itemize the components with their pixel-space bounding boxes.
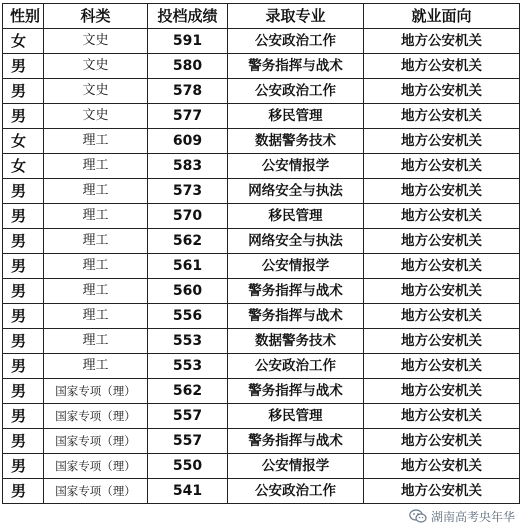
header-employment: 就业面向 bbox=[364, 4, 520, 29]
cell-score: 553 bbox=[148, 354, 228, 379]
cell-category: 理工 bbox=[44, 329, 148, 354]
cell-score: 562 bbox=[148, 379, 228, 404]
cell-category: 国家专项（理） bbox=[44, 454, 148, 479]
header-gender: 性别 bbox=[3, 4, 44, 29]
cell-major: 警务指挥与战术 bbox=[228, 54, 364, 79]
cell-gender: 男 bbox=[3, 479, 44, 504]
cell-employment: 地方公安机关 bbox=[364, 79, 520, 104]
cell-gender: 男 bbox=[3, 104, 44, 129]
cell-gender: 男 bbox=[3, 254, 44, 279]
cell-score: 580 bbox=[148, 54, 228, 79]
cell-score: 577 bbox=[148, 104, 228, 129]
cell-gender: 男 bbox=[3, 179, 44, 204]
cell-gender: 女 bbox=[3, 154, 44, 179]
table-row bbox=[3, 454, 520, 479]
cell-score: 583 bbox=[148, 154, 228, 179]
cell-employment: 地方公安机关 bbox=[364, 179, 520, 204]
cell-employment: 地方公安机关 bbox=[364, 454, 520, 479]
cell-category: 理工 bbox=[44, 279, 148, 304]
header-major: 录取专业 bbox=[228, 4, 364, 29]
cell-gender: 男 bbox=[3, 304, 44, 329]
wechat-icon bbox=[409, 509, 427, 524]
cell-score: 561 bbox=[148, 254, 228, 279]
cell-major: 公安政治工作 bbox=[228, 29, 364, 54]
cell-employment: 地方公安机关 bbox=[364, 29, 520, 54]
cell-gender: 男 bbox=[3, 204, 44, 229]
cell-gender: 男 bbox=[3, 229, 44, 254]
cell-category: 理工 bbox=[44, 354, 148, 379]
cell-major: 公安情报学 bbox=[228, 154, 364, 179]
watermark-text: 湖南高考央年华 bbox=[430, 510, 515, 524]
cell-gender: 男 bbox=[3, 454, 44, 479]
table-row bbox=[3, 204, 520, 229]
cell-employment: 地方公安机关 bbox=[364, 229, 520, 254]
cell-major: 公安情报学 bbox=[228, 254, 364, 279]
cell-category: 文史 bbox=[44, 79, 148, 104]
cell-gender: 男 bbox=[3, 79, 44, 104]
table-row bbox=[3, 379, 520, 404]
table-row bbox=[3, 479, 520, 504]
cell-major: 公安政治工作 bbox=[228, 79, 364, 104]
cell-major: 移民管理 bbox=[228, 104, 364, 129]
cell-category: 文史 bbox=[44, 54, 148, 79]
cell-employment: 地方公安机关 bbox=[364, 479, 520, 504]
cell-employment: 地方公安机关 bbox=[364, 304, 520, 329]
cell-category: 理工 bbox=[44, 254, 148, 279]
cell-category: 文史 bbox=[44, 29, 148, 54]
table-row bbox=[3, 429, 520, 454]
table-row bbox=[3, 54, 520, 79]
cell-major: 公安政治工作 bbox=[228, 354, 364, 379]
cell-category: 理工 bbox=[44, 304, 148, 329]
cell-employment: 地方公安机关 bbox=[364, 354, 520, 379]
table-row bbox=[3, 329, 520, 354]
cell-score: 562 bbox=[148, 229, 228, 254]
table-row bbox=[3, 404, 520, 429]
table-row bbox=[3, 279, 520, 304]
cell-employment: 地方公安机关 bbox=[364, 279, 520, 304]
cell-major: 警务指挥与战术 bbox=[228, 379, 364, 404]
cell-category: 国家专项（理） bbox=[44, 429, 148, 454]
cell-category: 理工 bbox=[44, 129, 148, 154]
cell-score: 573 bbox=[148, 179, 228, 204]
watermark bbox=[406, 507, 518, 526]
cell-gender: 女 bbox=[3, 129, 44, 154]
cell-category: 理工 bbox=[44, 204, 148, 229]
table-row bbox=[3, 354, 520, 379]
cell-gender: 男 bbox=[3, 404, 44, 429]
cell-category: 理工 bbox=[44, 179, 148, 204]
cell-employment: 地方公安机关 bbox=[364, 379, 520, 404]
cell-category: 国家专项（理） bbox=[44, 479, 148, 504]
cell-major: 数据警务技术 bbox=[228, 329, 364, 354]
admission-table bbox=[2, 3, 520, 504]
cell-category: 文史 bbox=[44, 104, 148, 129]
table-row bbox=[3, 229, 520, 254]
header-row bbox=[3, 4, 520, 29]
cell-employment: 地方公安机关 bbox=[364, 254, 520, 279]
cell-gender: 男 bbox=[3, 329, 44, 354]
cell-gender: 男 bbox=[3, 354, 44, 379]
cell-employment: 地方公安机关 bbox=[364, 204, 520, 229]
cell-score: 553 bbox=[148, 329, 228, 354]
cell-score: 591 bbox=[148, 29, 228, 54]
table-row bbox=[3, 254, 520, 279]
cell-score: 609 bbox=[148, 129, 228, 154]
cell-major: 移民管理 bbox=[228, 204, 364, 229]
cell-score: 550 bbox=[148, 454, 228, 479]
cell-major: 移民管理 bbox=[228, 404, 364, 429]
cell-score: 557 bbox=[148, 404, 228, 429]
table-row bbox=[3, 129, 520, 154]
cell-major: 公安政治工作 bbox=[228, 479, 364, 504]
cell-category: 国家专项（理） bbox=[44, 404, 148, 429]
cell-employment: 地方公安机关 bbox=[364, 154, 520, 179]
table-row bbox=[3, 179, 520, 204]
cell-gender: 女 bbox=[3, 29, 44, 54]
cell-employment: 地方公安机关 bbox=[364, 404, 520, 429]
cell-score: 556 bbox=[148, 304, 228, 329]
cell-gender: 男 bbox=[3, 429, 44, 454]
cell-score: 541 bbox=[148, 479, 228, 504]
cell-major: 网络安全与执法 bbox=[228, 179, 364, 204]
cell-major: 数据警务技术 bbox=[228, 129, 364, 154]
table-row bbox=[3, 304, 520, 329]
cell-category: 理工 bbox=[44, 229, 148, 254]
table-row bbox=[3, 79, 520, 104]
cell-employment: 地方公安机关 bbox=[364, 329, 520, 354]
cell-major: 网络安全与执法 bbox=[228, 229, 364, 254]
table-row bbox=[3, 29, 520, 54]
cell-employment: 地方公安机关 bbox=[364, 129, 520, 154]
cell-score: 557 bbox=[148, 429, 228, 454]
cell-major: 警务指挥与战术 bbox=[228, 304, 364, 329]
cell-gender: 男 bbox=[3, 279, 44, 304]
cell-category: 国家专项（理） bbox=[44, 379, 148, 404]
cell-major: 公安情报学 bbox=[228, 454, 364, 479]
header-category: 科类 bbox=[44, 4, 148, 29]
table-row bbox=[3, 104, 520, 129]
cell-score: 560 bbox=[148, 279, 228, 304]
table-row bbox=[3, 154, 520, 179]
cell-category: 理工 bbox=[44, 154, 148, 179]
cell-major: 警务指挥与战术 bbox=[228, 279, 364, 304]
cell-major: 警务指挥与战术 bbox=[228, 429, 364, 454]
header-score: 投档成绩 bbox=[148, 4, 228, 29]
cell-employment: 地方公安机关 bbox=[364, 104, 520, 129]
table-body bbox=[3, 29, 520, 504]
cell-employment: 地方公安机关 bbox=[364, 54, 520, 79]
cell-employment: 地方公安机关 bbox=[364, 429, 520, 454]
cell-gender: 男 bbox=[3, 54, 44, 79]
cell-score: 570 bbox=[148, 204, 228, 229]
cell-gender: 男 bbox=[3, 379, 44, 404]
cell-score: 578 bbox=[148, 79, 228, 104]
